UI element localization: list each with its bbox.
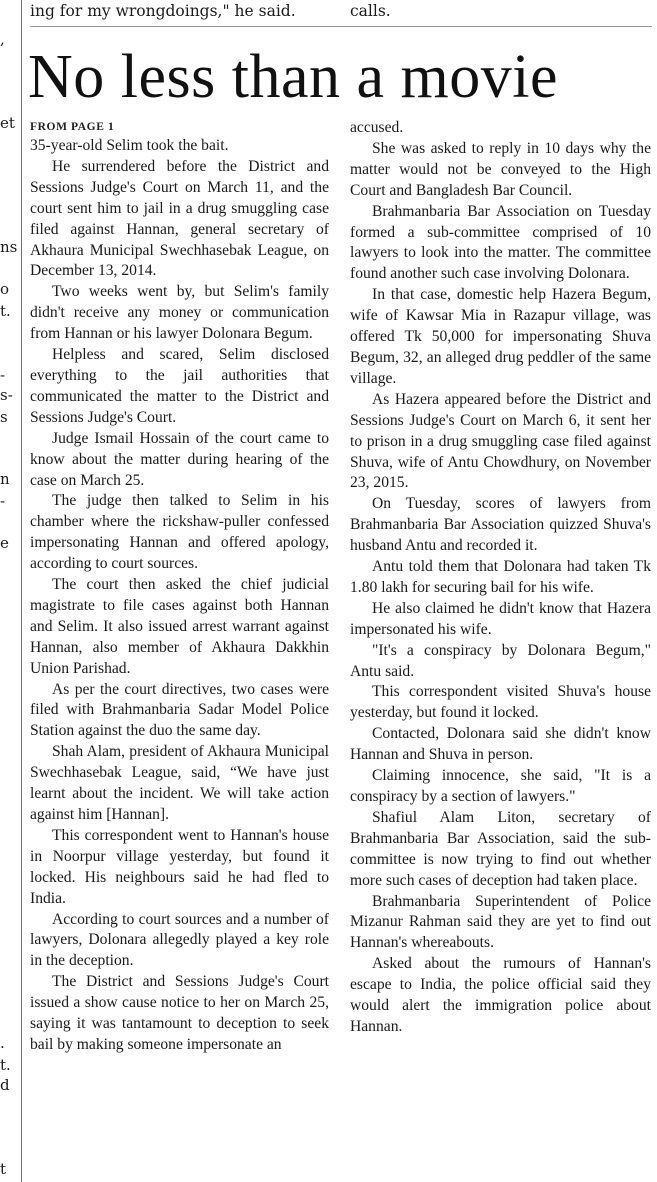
paragraph: Brahmanbaria Bar Association on Tuesday formed a sub-committee comprised of 10 lawyers to look into the matter. The committee found another such case involving Dolonara. (350, 202, 651, 283)
paragraph: He also claimed he didn't know that Hazera impersonated his wife. (350, 599, 651, 638)
paragraph: Judge Ismail Hossain of the court came to know about the matter during hearing of the case on March 25. (30, 429, 329, 489)
headline: No less than a movie (28, 43, 559, 111)
edge-fragment: - (0, 492, 6, 510)
paragraph: Shafiul Alam Liton, secretary of Brahmanbaria Bar Association, said the sub-committee is now trying to find out whether more such cases of deception had taken place. (350, 808, 651, 889)
paragraph: 35-year-old Selim took the bait. (30, 137, 229, 154)
story-separator (30, 26, 652, 27)
paragraph: On Tuesday, scores of lawyers from Brahmanbaria Bar Association quizzed Shuva's husband Antu and recorded it. (350, 495, 651, 555)
edge-fragment: n (0, 470, 10, 488)
column-divider (21, 0, 22, 1182)
paragraph: The District and Sessions Judge's Court issued a show cause notice to her on March 25, saying it was tantamount to deception to seek bail by making someone impersonate an (30, 973, 329, 1053)
paragraph: As Hazera appeared before the District and Sessions Judge's Court on March 6, it sent her to prison in a drug smuggling case filed against Shuva, wife of Antu Chowdhury, on November 23, 2015. (350, 390, 651, 492)
paragraph: He surrendered before the District and Sessions Judge's Court on March 11, and the court sent him to jail in a drug smuggling case filed against Hannan, general secretary of Akhaura Municipal Swechhasebak League, on December 13, 2014. (30, 157, 329, 280)
edge-fragment: o (0, 280, 10, 298)
edge-fragment: ns (0, 238, 18, 256)
paragraph: As per the court directives, two cases were filed with Brahmanbaria Sadar Model Police Station against the duo the same day. (30, 680, 329, 740)
edge-fragment: et (0, 114, 15, 132)
paragraph: Helpless and scared, Selim disclosed everything to the jail authorities that communicated the matter to the District and Sessions Judge's Court. (30, 346, 329, 426)
article-column-right (350, 118, 651, 1038)
edge-fragment: d (0, 1076, 10, 1094)
paragraph: The judge then talked to Selim in his chamber where the rickshaw-puller confessed impersonating Hannan and offered apology, according to court sources. (30, 492, 329, 573)
paragraph: This correspondent visited Shuva's house yesterday, but found it locked. (350, 683, 651, 722)
paragraph: She was asked to reply in 10 days why the matter would not be conveyed to the High Court and Bangladesh Bar Council. (350, 139, 651, 199)
edge-fragment: s (0, 408, 8, 426)
kicker: FROM PAGE 1 (30, 121, 115, 133)
edge-fragment: e (0, 534, 9, 552)
edge-fragment: s- (0, 386, 13, 404)
paragraph: Brahmanbaria Superintendent of Police Mizanur Rahman said they are yet to find out Hannan's whereabouts. (350, 892, 651, 952)
adjacent-column-fragment (0, 0, 20, 1182)
paragraph: In that case, domestic help Hazera Begum, wife of Kawsar Mia in Razapur village, was offered Tk 50,000 for impersonating Shuva Begum, 32, an alleged drug peddler of the same village. (350, 286, 651, 387)
article-column-left (30, 118, 329, 1056)
paragraph: Shah Alam, president of Akhaura Municipal Swechhasebak League, said, “We have just learnt about the incident. We will take action against him [Hannan]. (30, 743, 329, 823)
paragraph: According to court sources and a number of lawyers, Dolonara allegedly played a key role in the deception. (30, 910, 329, 970)
edge-fragment: - (0, 366, 6, 384)
edge-fragment: t. (0, 1056, 11, 1074)
paragraph-continued: accused. (350, 119, 404, 136)
paragraph: Contacted, Dolonara said she didn't know Hannan and Shuva in person. (350, 725, 651, 764)
paragraph: Asked about the rumours of Hannan's escape to India, the police official said they would alert the immigration police about Hannan. (350, 955, 651, 1035)
edge-fragment: . (0, 1034, 5, 1052)
paragraph: The court then asked the chief judicial magistrate to file cases against both Hannan and Selim. It also issued arrest warrant against Hannan, also member of Akhaura Dakkhin Union Parishad. (30, 576, 329, 677)
previous-story-tail-right: calls. (350, 2, 391, 20)
previous-story-tail-left: ing for my wrongdoings," he said. (30, 2, 296, 20)
edge-fragment: t (0, 1160, 7, 1178)
paragraph: This correspondent went to Hannan's house in Noorpur village yesterday, but found it locked. His neighbours said he had fled to India. (30, 826, 329, 907)
paragraph: Claiming innocence, she said, "It is a conspiracy by a section of lawyers." (350, 767, 651, 805)
paragraph: Antu told them that Dolonara had taken Tk 1.80 lakh for securing bail for his wife. (350, 558, 651, 596)
edge-fragment: t. (0, 302, 11, 320)
edge-fragment: , (0, 30, 5, 48)
paragraph: Two weeks went by, but Selim's family didn't receive any money or communication from Hannan or his lawyer Dolonara Begum. (30, 283, 329, 343)
paragraph: "It's a conspiracy by Dolonara Begum," Antu said. (350, 641, 651, 680)
